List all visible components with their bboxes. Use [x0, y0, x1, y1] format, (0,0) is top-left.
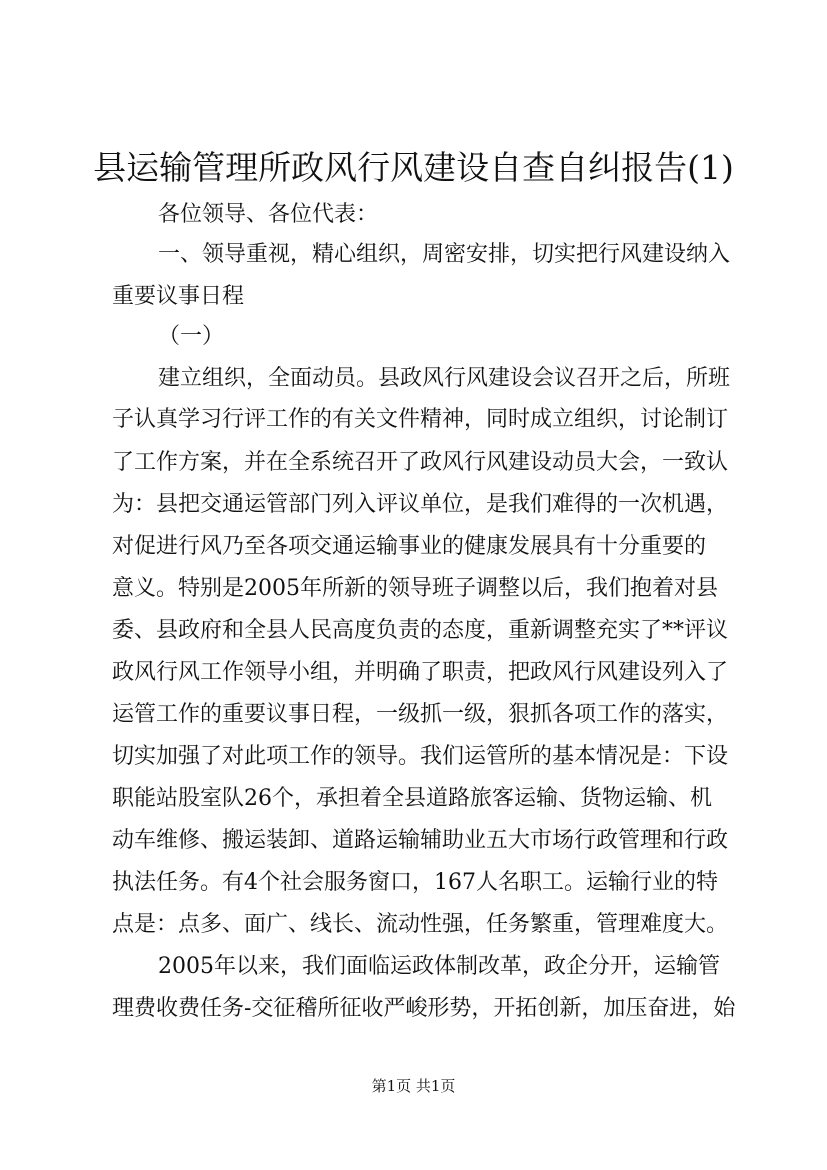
body-line: 政风行风工作领导小组，并明确了职责，把政风行风建设列入了	[112, 660, 729, 685]
body-line: 点是：点多、面广、线长、流动性强，任务繁重，管理难度大。	[112, 912, 729, 937]
body-line: 对促进行风乃至各项交通运输事业的健康发展具有十分重要的	[112, 534, 707, 559]
body-line: 执法任务。有4个社会服务窗口，167人名职工。运输行业的特	[112, 870, 718, 895]
section-heading-line: 一、领导重视，精心组织，周密安排，切实把行风建设纳入	[158, 242, 731, 267]
section-heading-line-continued: 重要议事日程	[112, 284, 245, 309]
body-line: 子认真学习行评工作的有关文件精神，同时成立组织，讨论制订	[112, 407, 729, 432]
body-line: 委、县政府和全县人民高度负责的态度，重新调整充实了**评议	[112, 618, 729, 643]
document-title: 县运输管理所政风行风建设自查自纠报告(1)	[93, 148, 734, 187]
subsection-marker: （一）	[158, 324, 225, 349]
body-line: 理费收费任务-交征稽所征收严峻形势，开拓创新，加压奋进，始	[112, 996, 736, 1021]
body-line: 动车维修、搬运装卸、道路运输辅助业五大市场行政管理和行政	[112, 828, 729, 853]
body-line: 运管工作的重要议事日程，一级抓一级，狠抓各项工作的落实，	[112, 702, 729, 727]
body-line: 建立组织，全面动员。县政风行风建设会议召开之后，所班	[158, 366, 731, 391]
body-line: 2005年以来，我们面临运政体制改革，政企分开，运输管	[158, 954, 720, 979]
body-line: 职能站股室队26个，承担着全县道路旅客运输、货物运输、机	[112, 786, 712, 811]
body-line: 切实加强了对此项工作的领导。我们运管所的基本情况是：下设	[112, 744, 729, 769]
body-line: 为：县把交通运管部门列入评议单位，是我们难得的一次机遇，	[112, 492, 729, 517]
page-footer: 第1页 共1页	[371, 1077, 456, 1095]
greeting-line: 各位领导、各位代表：	[158, 202, 379, 227]
body-line: 了工作方案，并在全系统召开了政风行风建设动员大会，一致认	[112, 450, 729, 475]
body-line: 意义。特别是2005年所新的领导班子调整以后，我们抱着对县	[112, 576, 718, 601]
